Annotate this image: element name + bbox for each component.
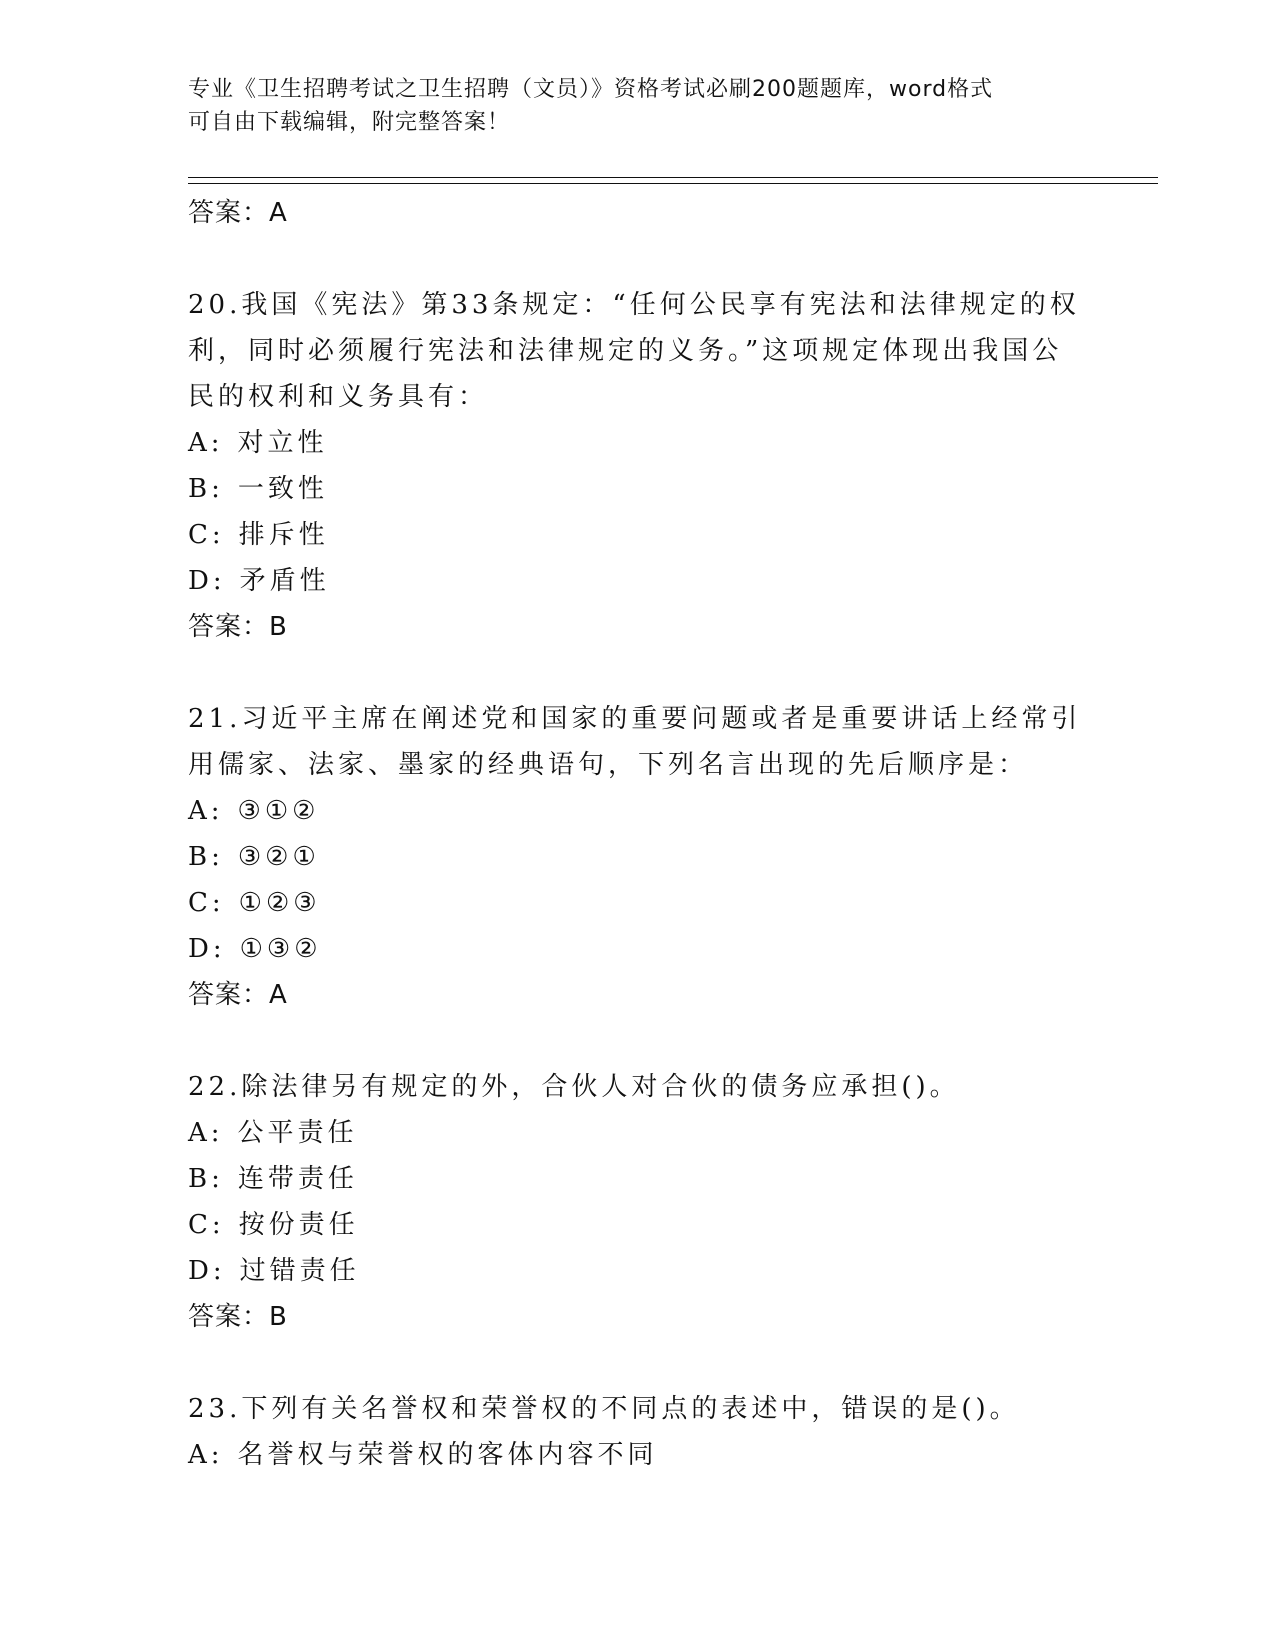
option-label: C:: [188, 888, 225, 918]
option-text: ③①②: [237, 796, 320, 826]
answer-prefix: 答案：: [188, 980, 270, 1010]
option-label: B:: [188, 474, 224, 504]
option-c: [188, 512, 1088, 558]
option-label: D:: [188, 1256, 226, 1286]
option-c: [188, 1202, 1088, 1248]
header-line-2: 可自由下载编辑，附完整答案！: [188, 110, 511, 135]
option-d: [188, 926, 1088, 972]
answer-line: [188, 190, 1088, 236]
option-text: 矛盾性: [239, 566, 330, 596]
option-c: [188, 880, 1088, 926]
answer-prefix: 答案：: [188, 612, 270, 642]
option-d: [188, 1248, 1088, 1294]
option-b: [188, 466, 1088, 512]
option-label: B:: [188, 1164, 224, 1194]
answer-line: [188, 972, 1088, 1018]
question-text: 21.习近平主席在阐述党和国家的重要问题或者是重要讲话上经常引用儒家、法家、墨家的经典语句，下列名言出现的先后顺序是：: [188, 704, 1082, 780]
question-21: [188, 696, 1088, 1018]
option-b: [188, 1156, 1088, 1202]
answer-prefix: 答案：: [188, 1302, 270, 1332]
question-text: 22.除法律另有规定的外，合伙人对合伙的债务应承担()。: [188, 1072, 960, 1102]
option-label: B:: [188, 842, 224, 872]
header-rule: [188, 177, 1158, 178]
answer-value: B: [269, 612, 288, 642]
question-20: [188, 282, 1088, 650]
option-text: 公平责任: [237, 1118, 358, 1148]
option-a: [188, 788, 1088, 834]
answer-line: [188, 604, 1088, 650]
document-header: [188, 73, 1088, 139]
option-d: [188, 558, 1088, 604]
option-text: 按份责任: [238, 1210, 359, 1240]
option-text: ①②③: [238, 888, 321, 918]
answer-line: [188, 1294, 1088, 1340]
question-text: 20.我国《宪法》第33条规定：“任何公民享有宪法和法律规定的权利，同时必须履行宪法和法律规定的义务。”这项规定体现出我国公民的权利和义务具有：: [188, 290, 1080, 412]
option-label: A:: [188, 796, 224, 826]
option-label: D:: [188, 566, 226, 596]
option-text: 排斥性: [238, 520, 329, 550]
header-rule-double: [188, 183, 1158, 184]
option-text: 一致性: [237, 474, 328, 504]
option-label: A:: [188, 1440, 224, 1470]
option-b: [188, 834, 1088, 880]
answer-value: B: [269, 1302, 288, 1332]
answer-value: A: [269, 198, 288, 228]
answer-prefix: 答案：: [188, 198, 270, 228]
option-text: 对立性: [237, 428, 328, 458]
answer-value: A: [269, 980, 288, 1010]
option-a: [188, 1432, 1088, 1478]
question-22: [188, 1064, 1088, 1340]
option-text: 过错责任: [239, 1256, 360, 1286]
question-text: 23.下列有关名誉权和荣誉权的不同点的表述中，错误的是()。: [188, 1394, 1020, 1424]
option-label: A:: [188, 1118, 224, 1148]
question-list: [188, 190, 1088, 1478]
option-text: 名誉权与荣誉权的客体内容不同: [237, 1440, 658, 1470]
option-a: [188, 420, 1088, 466]
option-label: C:: [188, 1210, 225, 1240]
option-a: [188, 1110, 1088, 1156]
question-23: [188, 1386, 1088, 1478]
option-label: A:: [188, 428, 224, 458]
option-text: 连带责任: [237, 1164, 358, 1194]
option-text: ①③②: [239, 934, 322, 964]
header-line-1: 专业《卫生招聘考试之卫生招聘（文员）》资格考试必刷200题题库，word格式: [188, 77, 994, 102]
option-text: ③②①: [237, 842, 320, 872]
option-label: C:: [188, 520, 225, 550]
option-label: D:: [188, 934, 226, 964]
